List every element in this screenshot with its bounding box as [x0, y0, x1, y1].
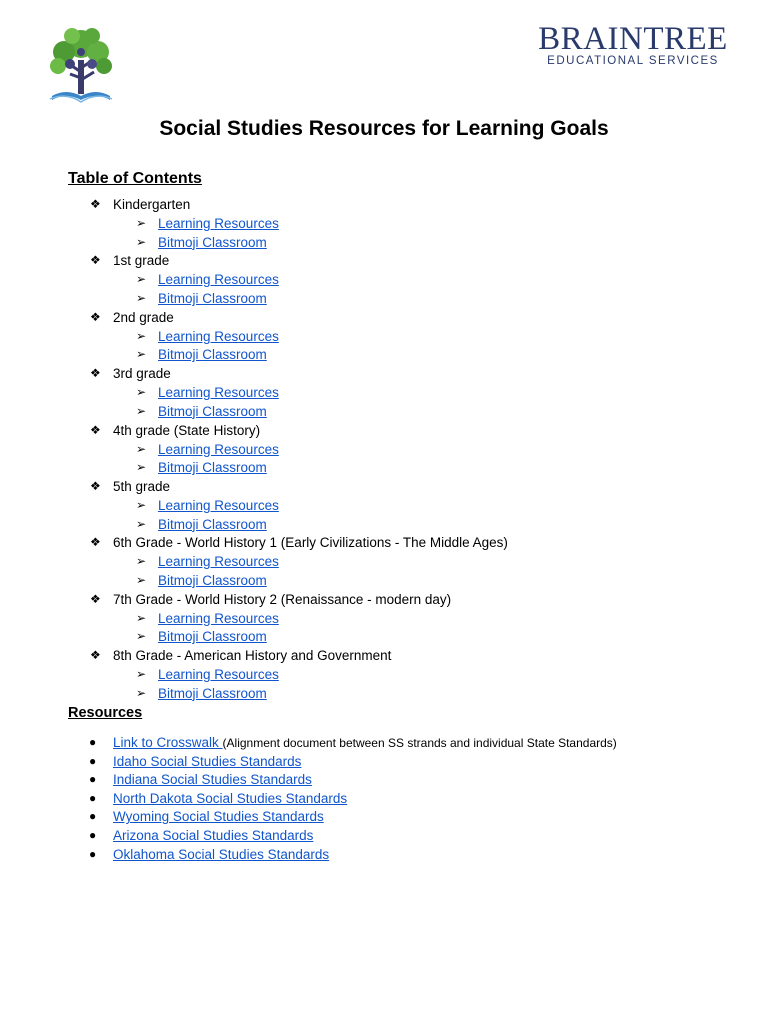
table-of-contents [0, 195, 768, 702]
bitmoji-classroom-link[interactable]: Bitmoji Classroom [158, 347, 267, 363]
arrow-bullet-icon: ➢ [136, 610, 147, 625]
arrow-bullet-icon: ➢ [136, 460, 147, 475]
toc-grade-item [0, 308, 768, 327]
resource-item [0, 733, 768, 752]
learning-resources-link[interactable]: Learning Resources [158, 667, 279, 682]
resource-link[interactable]: Link to Crosswalk [113, 735, 223, 750]
bitmoji-classroom-link[interactable]: Bitmoji Classroom [158, 234, 267, 250]
resource-item [0, 770, 768, 789]
arrow-bullet-icon: ➢ [136, 403, 147, 418]
toc-grade-label: 5th grade [113, 478, 171, 494]
page-title: Social Studies Resources for Learning Goals [159, 117, 609, 140]
toc-sub-item [0, 233, 768, 252]
arrow-bullet-icon: ➢ [136, 629, 147, 644]
arrow-bullet-icon: ➢ [136, 516, 147, 531]
toc-sub-item [0, 327, 768, 346]
dot-bullet-icon: ● [89, 735, 97, 749]
toc-grade-label: 4th grade (State History) [113, 422, 261, 438]
toc-grade-label: 7th Grade - World History 2 (Renaissance - modern day) [113, 591, 452, 607]
toc-sub-item [0, 383, 768, 402]
arrow-bullet-icon: ➢ [136, 328, 147, 343]
arrow-bullet-icon: ➢ [136, 441, 147, 456]
toc-grade-item [0, 477, 768, 496]
toc-sub-item [0, 214, 768, 233]
toc-sub-item [0, 289, 768, 308]
diamond-bullet-icon: ❖ [90, 253, 101, 268]
arrow-bullet-icon: ➢ [136, 272, 147, 287]
resource-note: (Alignment document between SS strands and individual State Standards) [222, 736, 617, 750]
resource-link[interactable]: Wyoming Social Studies Standards [113, 809, 324, 825]
braintree-logo [538, 20, 728, 67]
resource-link[interactable]: North Dakota Social Studies Standards [113, 790, 348, 806]
toc-sub-item [0, 270, 768, 289]
arrow-bullet-icon: ➢ [136, 572, 147, 587]
dot-bullet-icon: ● [89, 846, 97, 861]
toc-grade-label: 1st grade [113, 253, 170, 269]
resource-item [0, 826, 768, 845]
dot-bullet-icon: ● [89, 753, 97, 768]
toc-grade-item [0, 195, 768, 214]
resource-link[interactable]: Indiana Social Studies Standards [113, 772, 312, 788]
resource-link[interactable]: Idaho Social Studies Standards [113, 753, 302, 769]
learning-resources-link[interactable]: Learning Resources [158, 497, 279, 513]
arrow-bullet-icon: ➢ [136, 291, 147, 306]
toc-heading[interactable]: Table of Contents [68, 170, 202, 187]
diamond-bullet-icon: ❖ [90, 535, 101, 550]
arrow-bullet-icon: ➢ [136, 347, 147, 362]
learning-resources-link[interactable]: Learning Resources [158, 272, 279, 288]
learning-resources-link[interactable]: Learning Resources [158, 554, 279, 570]
diamond-bullet-icon: ❖ [90, 366, 101, 381]
bitmoji-classroom-link[interactable]: Bitmoji Classroom [158, 403, 267, 419]
bitmoji-classroom-link[interactable]: Bitmoji Classroom [158, 629, 267, 645]
toc-sub-item [0, 665, 768, 684]
diamond-bullet-icon: ❖ [90, 648, 101, 662]
toc-sub-item [0, 684, 768, 703]
resources-list [0, 733, 768, 863]
brand-subtitle: EDUCATIONAL SERVICES [547, 55, 719, 67]
resource-link[interactable]: Arizona Social Studies Standards [113, 827, 314, 843]
dot-bullet-icon: ● [89, 790, 97, 805]
resources-heading: Resources [68, 705, 143, 721]
toc-grade-item [0, 646, 768, 665]
toc-sub-item [0, 609, 768, 628]
dot-bullet-icon: ● [89, 772, 97, 787]
dot-bullet-icon: ● [89, 809, 97, 824]
toc-grade-item [0, 251, 768, 270]
dot-bullet-icon: ● [89, 827, 97, 842]
brand-name: BRAINTREE [538, 21, 728, 57]
learning-resources-link[interactable]: Learning Resources [158, 216, 279, 231]
toc-grade-item [0, 364, 768, 383]
diamond-bullet-icon: ❖ [90, 422, 101, 437]
toc-sub-item [0, 345, 768, 364]
bitmoji-classroom-link[interactable]: Bitmoji Classroom [158, 516, 267, 532]
toc-grade-label: 6th Grade - World History 1 (Early Civilizations - The Middle Ages) [113, 535, 508, 551]
resource-item [0, 845, 768, 864]
toc-sub-item [0, 571, 768, 590]
toc-grade-item [0, 533, 768, 552]
arrow-bullet-icon: ➢ [136, 385, 147, 400]
bitmoji-classroom-link[interactable]: Bitmoji Classroom [158, 460, 267, 476]
bitmoji-classroom-link[interactable]: Bitmoji Classroom [158, 685, 267, 701]
resource-link[interactable]: Oklahoma Social Studies Standards [113, 846, 330, 862]
toc-sub-item [0, 458, 768, 477]
toc-sub-item [0, 515, 768, 534]
toc-sub-item [0, 552, 768, 571]
toc-grade-label: 3rd grade [113, 366, 171, 382]
learning-resources-link[interactable]: Learning Resources [158, 610, 279, 626]
toc-sub-item [0, 627, 768, 646]
arrow-bullet-icon: ➢ [136, 216, 147, 230]
toc-grade-label: Kindergarten [113, 197, 191, 212]
diamond-bullet-icon: ❖ [90, 591, 101, 606]
arrow-bullet-icon: ➢ [136, 685, 147, 700]
toc-grade-item [0, 590, 768, 609]
toc-sub-item [0, 440, 768, 459]
diamond-bullet-icon: ❖ [90, 197, 101, 211]
learning-resources-link[interactable]: Learning Resources [158, 441, 279, 457]
diamond-bullet-icon: ❖ [90, 478, 101, 493]
learning-resources-link[interactable]: Learning Resources [158, 328, 279, 344]
toc-grade-item [0, 421, 768, 440]
arrow-bullet-icon: ➢ [136, 554, 147, 569]
tree-book-icon [44, 22, 118, 104]
toc-sub-item [0, 496, 768, 515]
bitmoji-classroom-link[interactable]: Bitmoji Classroom [158, 572, 267, 588]
resource-item [0, 752, 768, 771]
toc-sub-item [0, 402, 768, 421]
toc-grade-label: 8th Grade - American History and Government [113, 648, 392, 663]
arrow-bullet-icon: ➢ [136, 497, 147, 512]
toc-grade-label: 2nd grade [113, 309, 174, 325]
learning-resources-link[interactable]: Learning Resources [158, 385, 279, 401]
arrow-bullet-icon: ➢ [136, 667, 147, 681]
resource-item [0, 789, 768, 808]
arrow-bullet-icon: ➢ [136, 234, 147, 249]
resource-item [0, 807, 768, 826]
bitmoji-classroom-link[interactable]: Bitmoji Classroom [158, 291, 267, 307]
diamond-bullet-icon: ❖ [90, 309, 101, 324]
